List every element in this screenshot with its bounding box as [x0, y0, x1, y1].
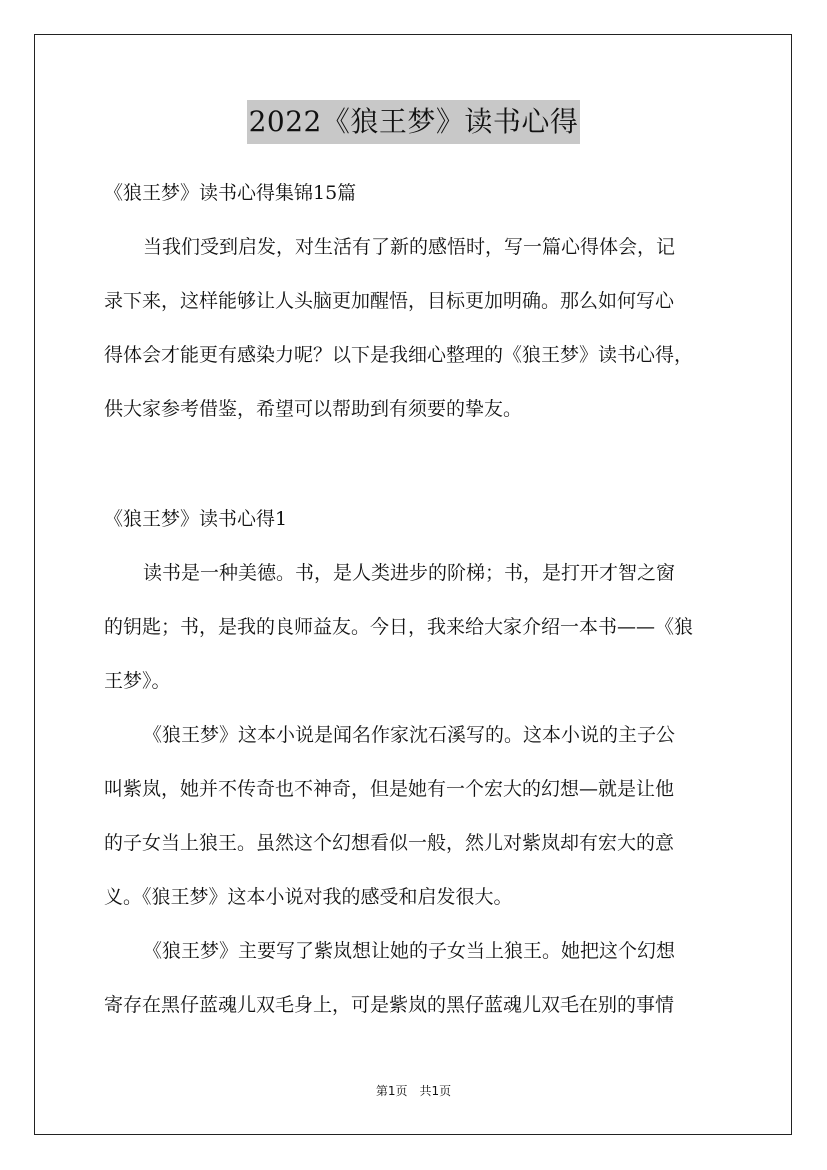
para1-line-3: 王梦》。	[104, 670, 171, 692]
section-heading: 《狼王梦》读书心得1	[104, 508, 288, 530]
intro-line-1: 当我们受到启发，对生活有了新的感悟时，写一篇心得体会，记	[143, 236, 676, 258]
para3-line-1: 《狼王梦》主要写了紫岚想让她的子女当上狼王。她把这个幻想	[143, 940, 676, 962]
title-container	[0, 100, 827, 144]
para3-line-2: 寄存在黑仔蓝魂儿双毛身上，可是紫岚的黑仔蓝魂儿双毛在别的事情	[104, 994, 675, 1016]
para1-line-2: 的钥匙；书，是我的良师益友。今日，我来给大家介绍一本书——《狼	[104, 616, 694, 638]
para2-line-2: 叫紫岚，她并不传奇也不神奇，但是她有一个宏大的幻想—就是让他	[104, 778, 675, 800]
intro-line-2: 录下来，这样能够让人头脑更加醒悟，目标更加明确。那么如何写心	[104, 290, 675, 312]
intro-line-3: 得体会才能更有感染力呢？以下是我细心整理的《狼王梦》读书心得，	[104, 344, 694, 366]
para2-line-4: 义。《狼王梦》这本小说对我的感受和启发很大。	[104, 886, 513, 908]
para1-line-1: 读书是一种美德。书，是人类进步的阶梯；书，是打开才智之窗	[143, 562, 676, 584]
document-subtitle: 《狼王梦》读书心得集锦15篇	[104, 182, 357, 204]
document-title: 2022《狼王梦》读书心得	[247, 100, 581, 144]
page-number-footer: 第1页 共1页	[375, 1084, 452, 1098]
para2-line-1: 《狼王梦》这本小说是闻名作家沈石溪写的。这本小说的主子公	[143, 724, 676, 746]
para2-line-3: 的子女当上狼王。虽然这个幻想看似一般，然儿对紫岚却有宏大的意	[104, 832, 675, 854]
intro-line-4: 供大家参考借鉴，希望可以帮助到有须要的挚友。	[104, 398, 523, 420]
